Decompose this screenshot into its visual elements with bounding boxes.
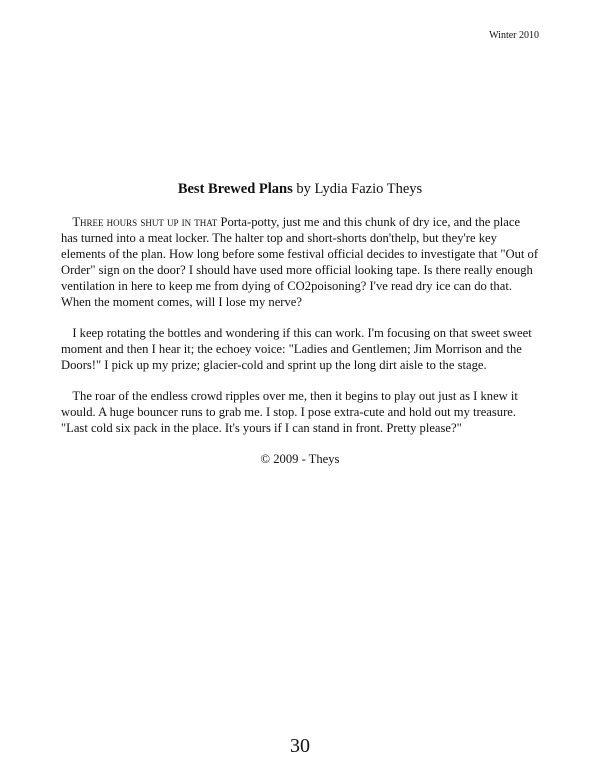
story-title <box>61 180 539 198</box>
paragraph-lead-in: Three hours shut up in that <box>72 215 218 229</box>
story-paragraph-2 <box>61 325 539 373</box>
story-byline: by Lydia Fazio Theys <box>296 181 423 197</box>
page-number: 30 <box>290 735 310 757</box>
story-title-text: Best Brewed Plans <box>177 181 293 197</box>
paragraph-text: I keep rotating the bottles and wondering if this can work. I'm focusing on that sweet sweet moment and then I hear it; the echoey voice: "Ladies and Gentlemen; Jim Morrison and the Doors!" I pick up my prize; glacier-cold and sprint up the long dirt aisle to the stage. <box>61 326 532 372</box>
story-paragraph-1 <box>61 214 539 310</box>
paragraph-text: Porta-potty, just me and this chunk of dry ice, and the place has turned into a meat locker. The halter top and short-shorts don'thelp, but they're key elements of the plan. How long before some festival official decides to investigate that "Out of Order" sign on the door? I should have used more official looking tape. Is there really enough ventilation in here to keep me from dying of CO2poisoning? I've read dry ice can do that. When the moment comes, will I lose my nerve? <box>61 215 539 309</box>
copyright-line: © 2009 - Theys <box>260 452 340 466</box>
story-paragraph-3 <box>61 388 539 436</box>
paragraph-text: The roar of the endless crowd ripples over me, then it begins to play out just as I knew it would. A huge bouncer runs to grab me. I stop. I pose extra-cute and hold out my treasure. "Last cold six pack in the place. It's yours if I can stand in front. Pretty please?" <box>61 389 518 435</box>
story <box>61 180 539 467</box>
running-header: Winter 2010 <box>489 30 539 41</box>
